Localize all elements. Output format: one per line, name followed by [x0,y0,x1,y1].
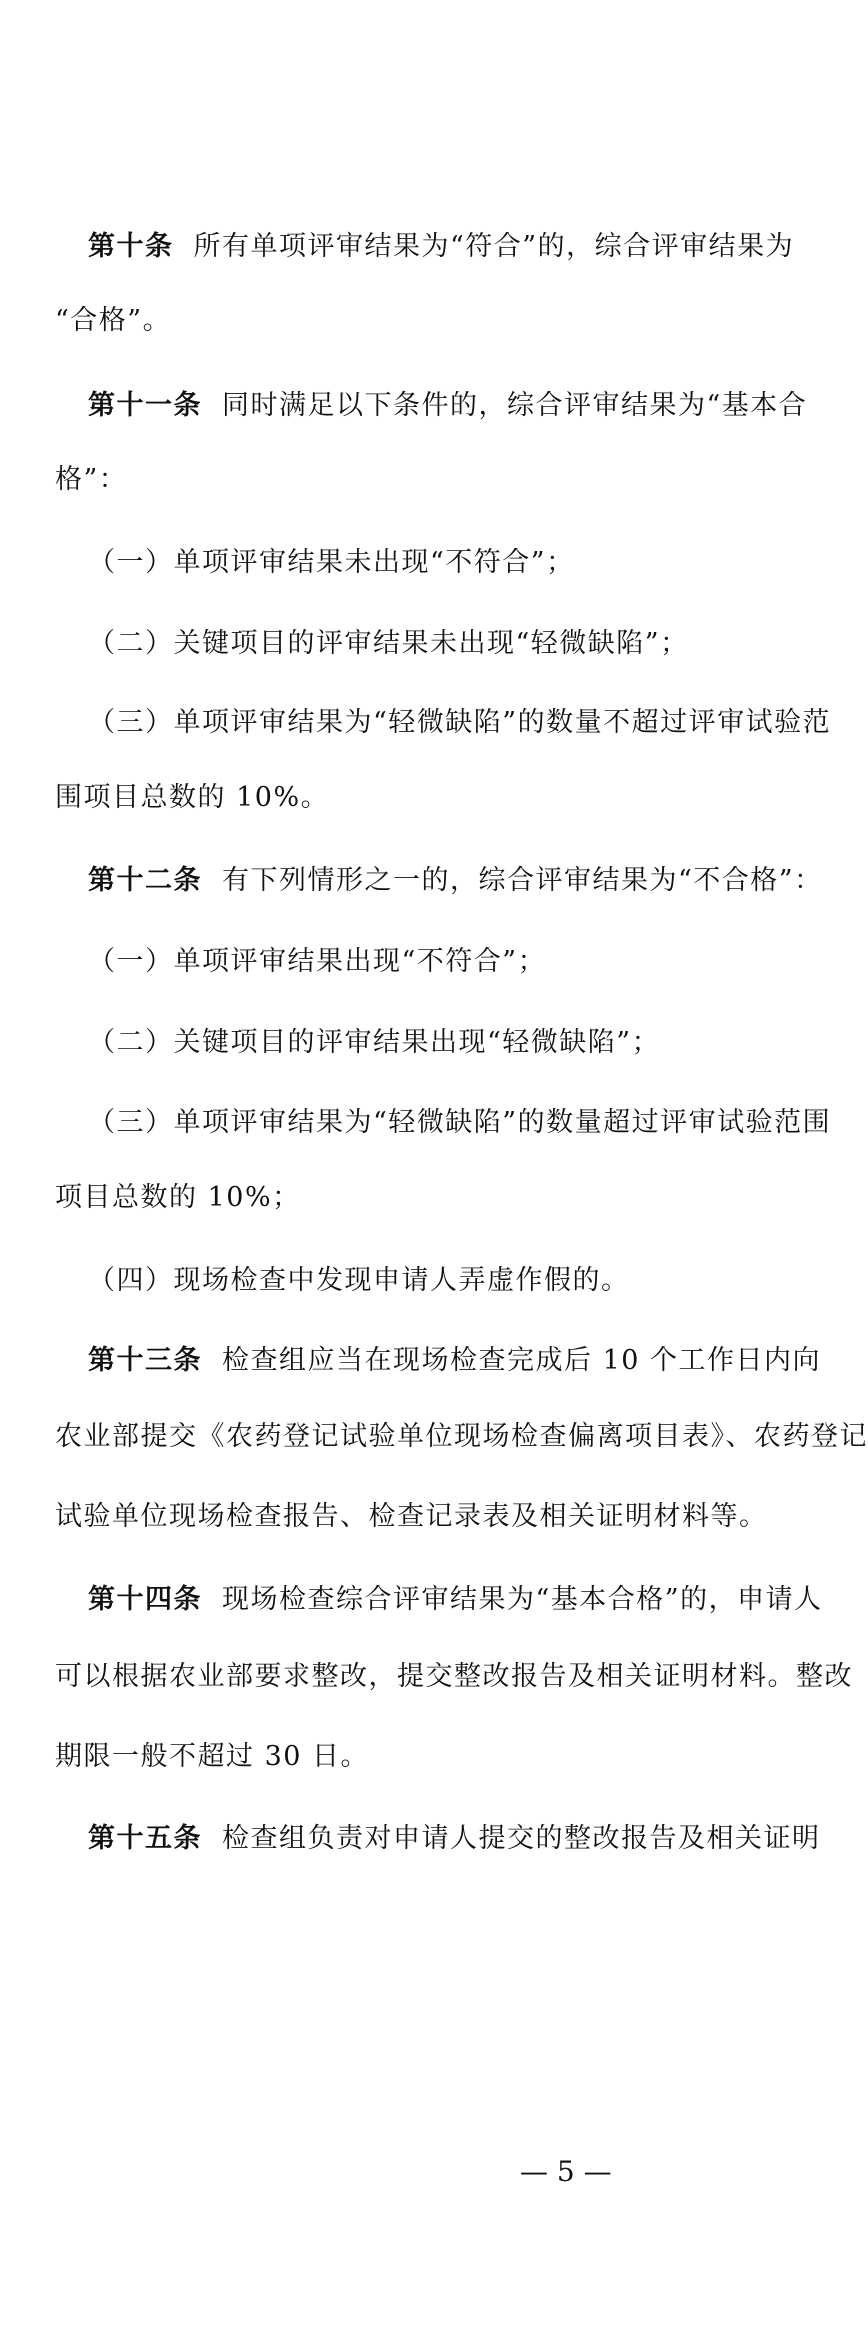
paragraph-line [55,1740,369,1774]
paragraph-text: （一）单项评审结果出现“不符合”； [88,946,547,977]
paragraph-line [88,1026,660,1060]
paragraph-line [55,1420,868,1454]
paragraph-text: （四）现场检查中发现申请人弄虚作假的。 [88,1265,630,1296]
paragraph-text: 检查组应当在现场检查完成后 10 个工作日内向 [222,1345,822,1376]
article-label: 第十四条 [88,1584,202,1615]
paragraph-text: 项目总数的 10%； [55,1182,301,1213]
paragraph-line [88,389,807,423]
paragraph-line [55,781,329,815]
article-label: 第十五条 [88,1823,202,1854]
paragraph-text: 现场检查综合评审结果为“基本合格”的，申请人 [222,1584,823,1615]
paragraph-text: （二）关键项目的评审结果出现“轻微缺陷”； [88,1027,661,1058]
paragraph-line [88,546,575,580]
paragraph-line [88,1822,821,1856]
paragraph-line [55,463,127,497]
paragraph-text: 同时满足以下条件的，综合评审结果为“基本合 [222,390,808,421]
paragraph-text: 可以根据农业部要求整改，提交整改报告及相关证明材料。整改 [55,1661,853,1692]
paragraph-line [88,1264,630,1298]
paragraph-text: 格”： [55,464,128,495]
paragraph-line [55,304,171,338]
paragraph-text: 农业部提交《农药登记试验单位现场检查偏离项目表》、农药登记 [55,1421,868,1452]
paragraph-line [88,230,794,264]
page-number: — 5 — [520,2155,612,2188]
paragraph-text: 有下列情形之一的，综合评审结果为“不合格”： [222,865,823,896]
article-label: 第十条 [88,231,174,262]
article-label: 第十三条 [88,1345,202,1376]
paragraph-text: 所有单项评审结果为“符合”的，综合评审结果为 [193,231,795,262]
article-label: 第十一条 [88,390,202,421]
paragraph-text: 期限一般不超过 30 日。 [55,1741,370,1772]
paragraph-text: （三）单项评审结果为“轻微缺陷”的数量不超过评审试验范 [88,707,832,738]
paragraph-line [88,1344,821,1378]
paragraph-line [88,1583,823,1617]
article-label: 第十二条 [88,865,202,896]
paragraph-line [55,1660,853,1694]
paragraph-line [88,945,546,979]
paragraph-line [88,627,689,661]
paragraph-line [88,706,831,740]
paragraph-line [88,1106,831,1140]
paragraph-text: （二）关键项目的评审结果未出现“轻微缺陷”； [88,628,689,659]
paragraph-line [55,1500,768,1534]
paragraph-text: （三）单项评审结果为“轻微缺陷”的数量超过评审试验范围 [88,1107,832,1138]
paragraph-text: “合格”。 [55,305,172,336]
paragraph-line [55,1181,301,1215]
paragraph-text: 试验单位现场检查报告、检查记录表及相关证明材料等。 [55,1501,768,1532]
paragraph-text: （一）单项评审结果未出现“不符合”； [88,547,575,578]
paragraph-line [88,864,823,898]
paragraph-text: 围项目总数的 10%。 [55,782,330,813]
paragraph-text: 检查组负责对申请人提交的整改报告及相关证明 [222,1823,821,1854]
